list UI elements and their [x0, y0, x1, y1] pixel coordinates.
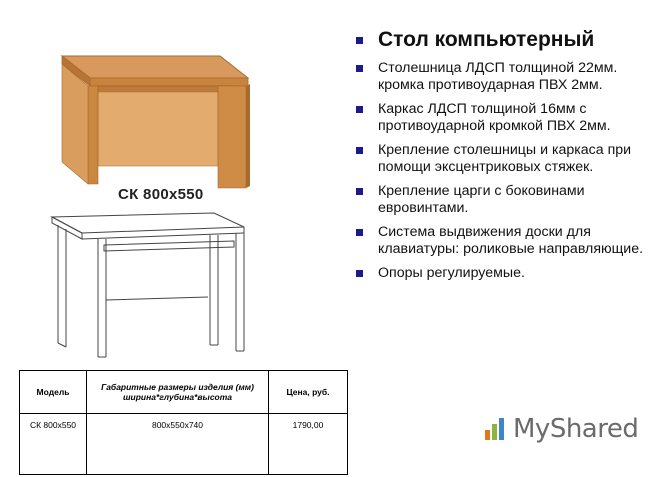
cell-price: 1790,00	[269, 414, 348, 475]
header-model: Модель	[20, 371, 87, 414]
bullet-square-icon	[356, 188, 363, 195]
list-item: Крепление царги с боковинами евровинтами.	[356, 183, 656, 217]
bullet-square-icon	[356, 147, 363, 154]
desk-outline-drawing	[44, 205, 258, 363]
cell-dimensions: 800x550x740	[87, 414, 269, 475]
bullet-square-icon	[356, 65, 363, 72]
bullet-square-icon	[356, 37, 363, 44]
list-item-title: Стол компьютерный	[356, 28, 656, 52]
table-row	[20, 414, 348, 475]
list-item: Каркас ЛДСП толщиной 16мм с противоударной кромкой ПВХ 2мм.	[356, 101, 656, 135]
list-item: Крепление столешницы и каркаса при помощи эксцентриковых стяжек.	[356, 142, 656, 176]
feature-list	[356, 28, 656, 289]
bullet-square-icon	[356, 229, 363, 236]
spec-table	[19, 370, 348, 475]
header-dimensions: Габаритные размеры изделия (мм) ширина*глубина*высота	[87, 371, 269, 414]
wooden-desk-image	[40, 34, 266, 210]
list-item: Система выдвижения доски для клавиатуры: роликовые направляющие.	[356, 224, 656, 258]
bullet-square-icon	[356, 270, 363, 277]
watermark-text: MyShared	[513, 414, 639, 444]
watermark	[483, 414, 638, 444]
header-price: Цена, руб.	[269, 371, 348, 414]
myshared-logo-icon	[483, 416, 509, 442]
list-item: Столешница ЛДСП толщиной 22мм. кромка противоударная ПВХ 2мм.	[356, 60, 656, 94]
bullet-square-icon	[356, 106, 363, 113]
model-caption: СК 800x550	[118, 186, 204, 203]
list-item: Опоры регулируемые.	[356, 265, 656, 282]
cell-model: СК 800x550	[20, 414, 87, 475]
table-header-row	[20, 371, 348, 414]
